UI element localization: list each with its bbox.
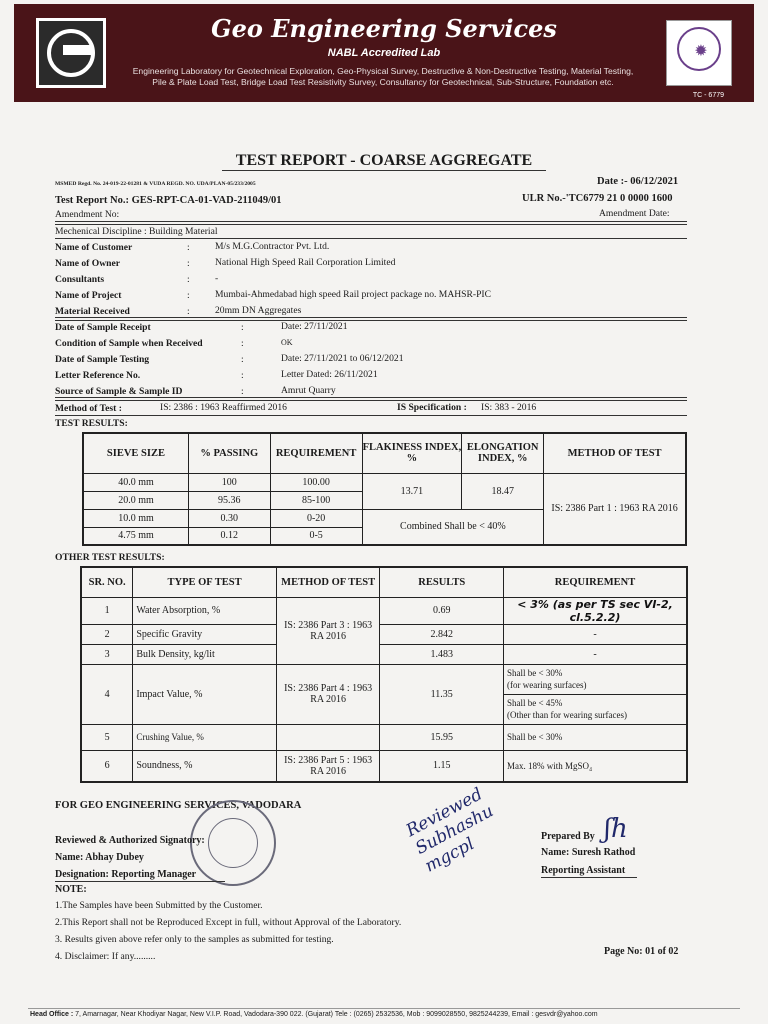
amendment-date: Amendment Date: [599,208,670,219]
note-item: 1.The Samples have been Submitted by the Customer. [55,900,263,911]
letterhead-banner [14,4,754,102]
table-cell: 0.12 [188,527,270,545]
elongation-value: 18.47 [462,473,544,509]
table-cell: - [504,644,687,664]
column-header: REQUIREMENT [270,433,362,473]
table-cell: 1.15 [380,750,504,782]
column-header: METHOD OF TEST [544,433,686,473]
report-date: Date :- 06/12/2021 [597,176,679,187]
table-cell: 0-5 [270,527,362,545]
ulr-number: ULR No.-'TC6779 21 0 0000 1600 [522,193,673,204]
table-cell: 3 [81,644,133,664]
table-cell: 10.0 mm [83,509,188,527]
tc-code: TC - 6779 [692,92,724,99]
report-title: TEST REPORT - COARSE AGGREGATE [235,152,533,169]
sample-label: Date of Sample Receipt [55,322,151,333]
table-cell: 0-20 [270,509,362,527]
table-header-row [83,433,686,473]
table-cell: Shall be < 30% [504,724,687,750]
msmed-registration: MSMED Regd. No. 24-019-22-01281 & VUDA REGD. NO. UDA/PLAN-05/233/2005 [55,181,256,187]
table-cell: Crushing Value, % [133,724,276,750]
impact-requirement-a: Shall be < 30% (for wearing surfaces) [504,664,687,694]
title-underline [222,170,546,171]
detail-separator: : [187,242,190,253]
sample-value: Date: 27/11/2021 to 06/12/2021 [281,353,404,364]
table-row [81,724,687,750]
table-cell: Max. 18% with MgSO₄ [504,750,687,782]
column-header: RESULTS [380,567,504,597]
test-results-heading: TEST RESULTS: [55,418,128,429]
sample-value: Date: 27/11/2021 [281,321,348,332]
method-cell: IS: 2386 Part 5 : 1963 RA 2016 [276,750,380,782]
sample-separator: : [241,338,244,349]
table-cell: 0.30 [188,509,270,527]
column-header: SIEVE SIZE [83,433,188,473]
table-row [81,624,687,644]
table-header-row [81,567,687,597]
table-row [81,750,687,782]
method-cell: IS: 2386 Part 1 : 1963 RA 2016 [544,473,686,545]
detail-label: Consultants [55,274,105,285]
sample-value: Amrut Quarry [281,385,336,396]
sample-label: Letter Reference No. [55,370,141,381]
table-cell: 11.35 [380,664,504,724]
flakiness-value: 13.71 [362,473,462,509]
table-cell: 1.483 [380,644,504,664]
reviewed-label: Reviewed & Authorized Signatory: [55,835,205,846]
report-number: Test Report No.: GES-RPT-CA-01-VAD-211049/01 [55,195,282,206]
signature-underline [541,877,637,878]
table-cell: Soundness, % [133,750,276,782]
table-cell: 100 [188,473,270,491]
discipline: Mechenical Discipline : Building Material [55,226,218,237]
detail-label: Name of Project [55,290,122,301]
method-cell: IS: 2386 Part 3 : 1963 RA 2016 [276,597,380,664]
table-cell: 6 [81,750,133,782]
table-cell: 2.842 [380,624,504,644]
table-row [81,644,687,664]
sample-separator: : [241,370,244,381]
table-row [81,597,687,624]
spec-value: IS: 383 - 2016 [481,402,537,413]
table-cell: 95.36 [188,491,270,509]
table-cell: 4.75 mm [83,527,188,545]
sample-label: Condition of Sample when Received [55,338,203,349]
footer-label: Head Office : [30,1011,74,1018]
table-cell: 2 [81,624,133,644]
divider [55,238,687,239]
column-header: REQUIREMENT [504,567,687,597]
table-row [83,473,686,491]
sample-separator: : [241,354,244,365]
table-cell: 0.69 [380,597,504,624]
detail-separator: : [187,258,190,269]
detail-value: Mumbai-Ahmedabad high speed Rail project package no. MAHSR-PIC [215,289,492,300]
table-cell: 15.95 [380,724,504,750]
combined-requirement: Combined Shall be < 40% [362,509,544,545]
note-item: 4. Disclaimer: If any......... [55,951,156,962]
sample-value: OK [281,338,293,347]
detail-label: Name of Customer [55,242,133,253]
for-company-label: FOR GEO ENGINEERING SERVICES, VADODARA [55,800,302,811]
divider [55,317,687,321]
table-cell: 40.0 mm [83,473,188,491]
sample-label: Date of Sample Testing [55,354,150,365]
method-cell: IS: 2386 Part 4 : 1963 RA 2016 [276,664,380,724]
other-tests-table [80,566,688,783]
column-header: FLAKINESS INDEX, % [362,433,462,473]
amendment-no: Amendment No: [55,209,120,220]
table-cell: Bulk Density, kg/lit [133,644,276,664]
detail-value: National High Speed Rail Corporation Limited [215,257,396,268]
table-cell: 4 [81,664,133,724]
company-name: Geo Engineering Services [211,14,557,43]
detail-value: - [215,273,219,284]
column-header: SR. NO. [81,567,133,597]
table-cell: 85-100 [270,491,362,509]
table-cell: - [504,624,687,644]
detail-separator: : [187,274,190,285]
column-header: % PASSING [188,433,270,473]
sample-value: Letter Dated: 26/11/2021 [281,369,378,380]
prepared-role: Reporting Assistant [541,865,626,876]
detail-label: Name of Owner [55,258,121,269]
table-cell: Impact Value, % [133,664,276,724]
note-item: 3. Results given above refer only to the samples as submitted for testing. [55,934,334,945]
table-cell: 20.0 mm [83,491,188,509]
sample-separator: : [241,386,244,397]
method-label: Method of Test : [55,403,122,414]
divider [55,397,687,401]
method-value: IS: 2386 : 1963 Reaffirmed 2016 [160,402,287,413]
reviewer-designation: Designation: Reporting Manager [55,869,197,880]
detail-value: 20mm DN Aggregates [215,305,302,316]
impact-requirement-b: Shall be < 45% (Other than for wearing surfaces) [504,694,687,724]
footer [30,1011,598,1018]
note-item: 2.This Report shall not be Reproduced Except in full, without Approval of the Laboratory. [55,917,402,928]
table-cell: Specific Gravity [133,624,276,644]
reviewer-name: Name: Abhay Dubey [55,852,144,863]
footer-divider [28,1008,740,1009]
notes-heading: NOTE: [55,884,87,895]
divider [55,415,687,416]
column-header: ELONGATION INDEX, % [462,433,544,473]
detail-value: M/s M.G.Contractor Pvt. Ltd. [215,241,330,252]
prepared-signature-icon: ʃh [604,814,628,844]
sample-label: Source of Sample & Sample ID [55,386,183,397]
table-cell [276,724,380,750]
column-header: TYPE OF TEST [133,567,276,597]
detail-label: Material Received [55,306,130,317]
handwritten-requirement: < 3% (as per TS sec VI-2, cl.5.2.2) [504,597,687,624]
footer-address: 7, Amarnagar, Near Khodiyar Nagar, New V.I.P. Road, Vadodara-390 022. (Gujarat) Tele : (0265) 2532536, Mob : 9099028550, 9825244239, Email : gesvdr@yahoo.com [75,1011,598,1018]
table-cell: 1 [81,597,133,624]
accreditation-label: NABL Accredited Lab [327,47,441,59]
column-header: METHOD OF TEST [276,567,380,597]
divider [55,221,687,225]
other-results-heading: OTHER TEST RESULTS: [55,552,165,563]
sample-separator: : [241,322,244,333]
signature-underline [55,881,225,882]
company-description: Engineering Laboratory for Geotechnical Exploration, Geo-Physical Survey, Destructive & Non-Destructive Testing, Material Testing, Pile & Plate Load Test, Bridge Load Test Resistivity Survey, Consultancy for Geotechnical, Sub-Structure, Foundation etc. [132,66,634,87]
sieve-analysis-table [82,432,687,546]
page-number: Page No: 01 of 02 [604,946,679,957]
detail-separator: : [187,290,190,301]
table-cell: Water Absorption, % [133,597,276,624]
spec-label: IS Specification : [397,402,467,413]
detail-separator: : [187,306,190,317]
nabl-seal-icon: ✹ [666,20,732,86]
table-cell: 100.00 [270,473,362,491]
prepared-name: Name: Suresh Rathod [541,847,636,858]
table-row [81,664,687,694]
prepared-by-label: Prepared By [541,831,595,842]
table-cell: 5 [81,724,133,750]
handwritten-review-note: Reviewed Subhashu mgcpl [402,784,497,877]
